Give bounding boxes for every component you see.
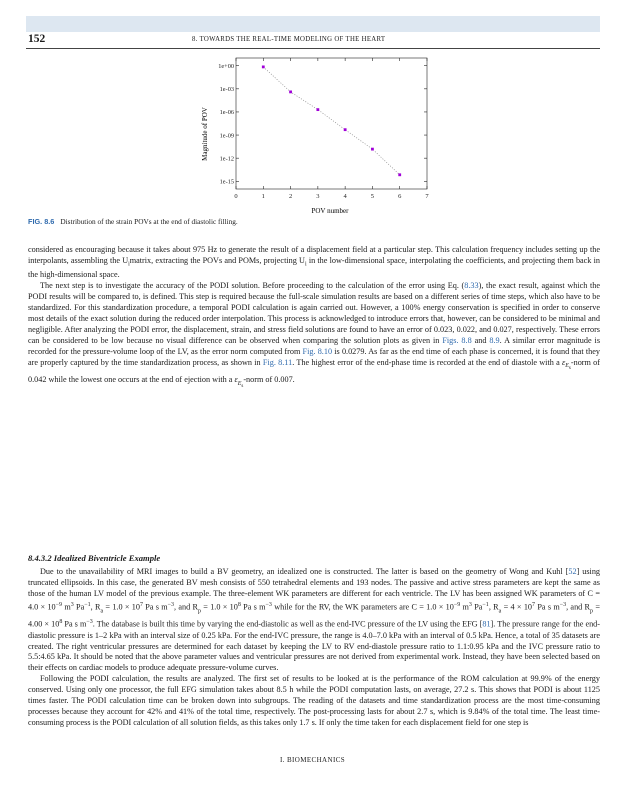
- p3-text-r: = 4.00 × 10: [28, 602, 600, 629]
- norm-sub-e: E: [565, 363, 569, 370]
- eq-ref-link[interactable]: 8.33: [464, 281, 479, 291]
- p3-sup: 8: [237, 601, 241, 608]
- p3-text-h: , and R: [174, 602, 198, 612]
- x-tick-label: 6: [398, 193, 402, 200]
- p3-text-i: = 1.0 × 10: [200, 602, 238, 612]
- p3-sup: −9: [453, 601, 461, 608]
- data-point: [316, 108, 319, 111]
- header-band: [26, 16, 600, 32]
- chart-axes: [236, 58, 427, 189]
- norm-subsub-2: s: [241, 384, 244, 390]
- p3-sup: −1: [482, 601, 489, 608]
- p1-text-b: matrix, extracting the POVs and POMs, projecting U: [129, 255, 305, 265]
- p2-text-f: . The highest error of the end-phase time is recorded at the end of diastole with a: [292, 357, 563, 367]
- p3-text-a: Due to the unavailability of MRI images to build a BV geometry, an idealized one is constructed. The latter is based on the geometry of Wong and Kuhl [: [40, 567, 569, 576]
- p3-sup: −3: [265, 601, 272, 608]
- header-rule: [26, 48, 600, 49]
- y-axis-label: Magnitude of POV: [201, 107, 209, 161]
- body-text-top: [28, 245, 600, 393]
- ref-52-link[interactable]: 52: [568, 567, 577, 576]
- p3-text-p: Pa s m: [535, 602, 560, 612]
- page-footer: I. BIOMECHANICS: [279, 756, 346, 764]
- ref-81-link[interactable]: 81: [482, 619, 491, 629]
- p3-sup: −3: [167, 601, 175, 608]
- y-tick-label: 1e+00: [218, 63, 234, 71]
- x-tick-label: 3: [316, 193, 320, 200]
- p3-sup: 7: [139, 601, 143, 608]
- data-point: [398, 173, 401, 176]
- p3-text-n: , R: [488, 602, 499, 612]
- pov-scatter-chart: [190, 52, 450, 217]
- p3-sup: −9: [55, 601, 63, 608]
- p2-text-c: and: [471, 335, 490, 345]
- section-heading: 8.4.3.2 Idealized Biventricle Example: [28, 553, 161, 563]
- data-point: [344, 128, 347, 131]
- p3-text-b: ] using truncated ellipsoids. In this case, the generated BV mesh consists of 550 tetrahedral elements and 193 nodes. The passive and active stress parameters are kept the same as those of the human LV model of the previous example. The three-element WK parameters are different for each ventricle. The LV has been assigned WK parameters of C = 4.0 × 10: [28, 567, 601, 612]
- x-tick-label: 7: [425, 193, 429, 200]
- fig-8-9-link[interactable]: 8.9: [489, 335, 500, 345]
- p3-text-l: m: [460, 602, 469, 612]
- p3-text-k: while for the RV, the WK parameters are C = 1.0 × 10: [271, 602, 454, 612]
- figure-caption-text: Distribution of the strain POVs at the end of diastolic filling.: [60, 217, 238, 226]
- p3-sub: p: [590, 608, 594, 615]
- series-connector-line: [263, 67, 399, 175]
- p2-text-a: The next step is to investigate the accuracy of the PODI solution. Before proceeding to the calculation of the error using Eq. (: [40, 281, 465, 291]
- body-text-bottom: [28, 567, 600, 729]
- paragraph-1: [28, 245, 600, 281]
- p3-sup: −1: [84, 601, 91, 608]
- plot-frame: [236, 58, 427, 189]
- p3-text-t: . The database is built this time by varying the end-diastolic as well as the end-IVC pressure of the LV using the EFG [: [92, 619, 483, 629]
- data-point: [262, 65, 265, 68]
- p3-text-q: , and R: [566, 602, 591, 612]
- p3-sub: a: [498, 608, 502, 615]
- p3-text-f: = 1.0 × 10: [103, 602, 140, 612]
- page-number: 152: [28, 33, 46, 45]
- paragraph-4: Following the PODI calculation, the results are analyzed. The first set of results to be looked at is the performance of the ROM calculation at 99.9% of the energy conserved. Using only one processor, the full EFG simulation takes about 8.5 h while the PODI computation lasts, on average, 27.2 s. This shows that PODI is about 1125 times faster. The PODI calculation time can be broken down into subgroups. The reading of the datasets and time standardization process are the most time-consuming processes because they account for 42% and 41% of the total time, respectively. The post-processing lasts for about 2.7 s, which is 9.84% of the total time. The least time-consuming process is the PODI calculation of all solution fields, as this takes only 1.7 s. If only the time taken for each displacement field for one step is: [28, 674, 600, 727]
- norm-sub-e-2: E: [237, 381, 242, 388]
- p1-sub-2: i: [304, 261, 307, 268]
- figs-8-8-link[interactable]: Figs. 8.8: [442, 335, 472, 345]
- p3-sup: 3: [468, 601, 472, 608]
- y-tick-label: 1e-03: [219, 86, 234, 94]
- p2-text-d: . A similar error magnitude is recorded for the pressure-volume loop of the LV, as the error norm computed from: [28, 335, 601, 356]
- p3-text-e: , R: [90, 602, 101, 612]
- chart-ticks: [218, 58, 429, 200]
- p2-text-b: ), the exact result, against which the PODI results will be compared to, is defined. This step is required because the full-scale simulation results are based on a different series of time steps, which also have to be standardized. For this standardization procedure, a temporal PODI calculation is again carried out. However, a 100% energy conservation is specified in order to conserve most details of the exact solution during the reduced order interpolation. This process is acknowledged to introduce errors that, however, can be considered to be minimal and negligible. After analyzing the PODI error, the displacement, strain, and stress field solutions are found to have an error of 0.023, 0.022, and 0.027, respectively. These errors can be considered to be low because no visual difference can be observed when comparing the solution plots as given in: [28, 281, 600, 345]
- p3-sub: a: [100, 608, 104, 615]
- fig-8-11-link[interactable]: Fig. 8.11: [262, 357, 293, 367]
- p3-text-c: m: [62, 602, 71, 612]
- p3-sup: −3: [559, 601, 567, 608]
- chart-marks: [262, 65, 401, 176]
- p3-text-u: ]. The pressure range for the end-diastolic pressure is 1–2 kPa with an interval size of 0.25 kPa. For the end-IVC pressure, the range is 4.0–7.0 kPa with an interval of 0.5 kPa. Hence, a total of 35 datasets are created. The right ventricular pressures are determined for each dataset by keeping the LV to RV end-diastole pressure ratio to 1.1:0.95 kPa and the IVC pressure ratio to 5.5:4.65 kPa. It should be noted that the above parameter values and ventricular pressures are not derived from experimental work. Instead, they have been selected based on their effects on cardiac models to produce adequate pressure-volume curves.: [28, 619, 600, 673]
- p2-text-h: -norm of 0.007.: [243, 375, 295, 385]
- norm-subsub: s: [568, 366, 571, 372]
- p3-sup: 8: [59, 619, 63, 625]
- running-head: 8. TOWARDS THE REAL-TIME MODELING OF THE HEART: [192, 36, 386, 43]
- x-tick-label: 0: [234, 193, 238, 200]
- data-point: [371, 148, 374, 151]
- p1-text-c: in the low-dimensional space, interpolating the coefficients, and projecting them back in the high-dimensional space.: [28, 255, 600, 280]
- p3-text-m: Pa: [471, 602, 483, 612]
- x-tick-label: 5: [370, 193, 375, 200]
- paragraph-3: [28, 567, 600, 674]
- p3-sup: 3: [70, 601, 74, 608]
- p1-text: considered as encouraging because it takes about 975 Hz to generate the result of a displacement field at a particular step. This calculation frequency includes setting up the interpolants, assembling the U: [28, 245, 600, 265]
- y-tick-label: 1e-15: [219, 178, 234, 186]
- p3-sub: p: [197, 608, 201, 615]
- p3-text-o: = 4 × 10: [501, 602, 533, 612]
- figure-label: FIG. 8.6: [28, 217, 55, 226]
- p1-sub: i: [128, 261, 130, 268]
- p2-text-e: is 0.0279. As far as the end time of each phase is concerned, it is found that they are properly captured by the time standardization process, as shown in: [28, 346, 600, 367]
- epsilon-symbol-2: ε: [234, 375, 238, 385]
- p2-text-g: -norm of 0.042 while the lowest one occurs at the end of ejection with a: [28, 357, 600, 385]
- p3-text-j: Pa s m: [240, 602, 266, 612]
- p3-sup: 7: [532, 601, 536, 608]
- figure-caption: [28, 217, 238, 226]
- p3-text-d: Pa: [73, 602, 85, 612]
- p3-text-g: Pa s m: [142, 602, 168, 612]
- epsilon-symbol: ε: [562, 357, 566, 367]
- x-axis-label: POV number: [311, 207, 349, 215]
- paragraph-2: [28, 281, 600, 393]
- p3-text-s: Pa s m: [62, 619, 87, 629]
- data-point: [289, 90, 292, 93]
- p3-sup: −3: [86, 619, 93, 625]
- x-tick-label: 4: [343, 193, 347, 200]
- fig-8-10-link[interactable]: Fig. 8.10: [302, 346, 333, 356]
- x-tick-label: 2: [288, 193, 293, 200]
- y-tick-label: 1e-06: [219, 109, 234, 117]
- y-tick-label: 1e-09: [219, 132, 234, 140]
- y-tick-label: 1e-12: [219, 155, 234, 163]
- x-tick-label: 1: [261, 193, 265, 200]
